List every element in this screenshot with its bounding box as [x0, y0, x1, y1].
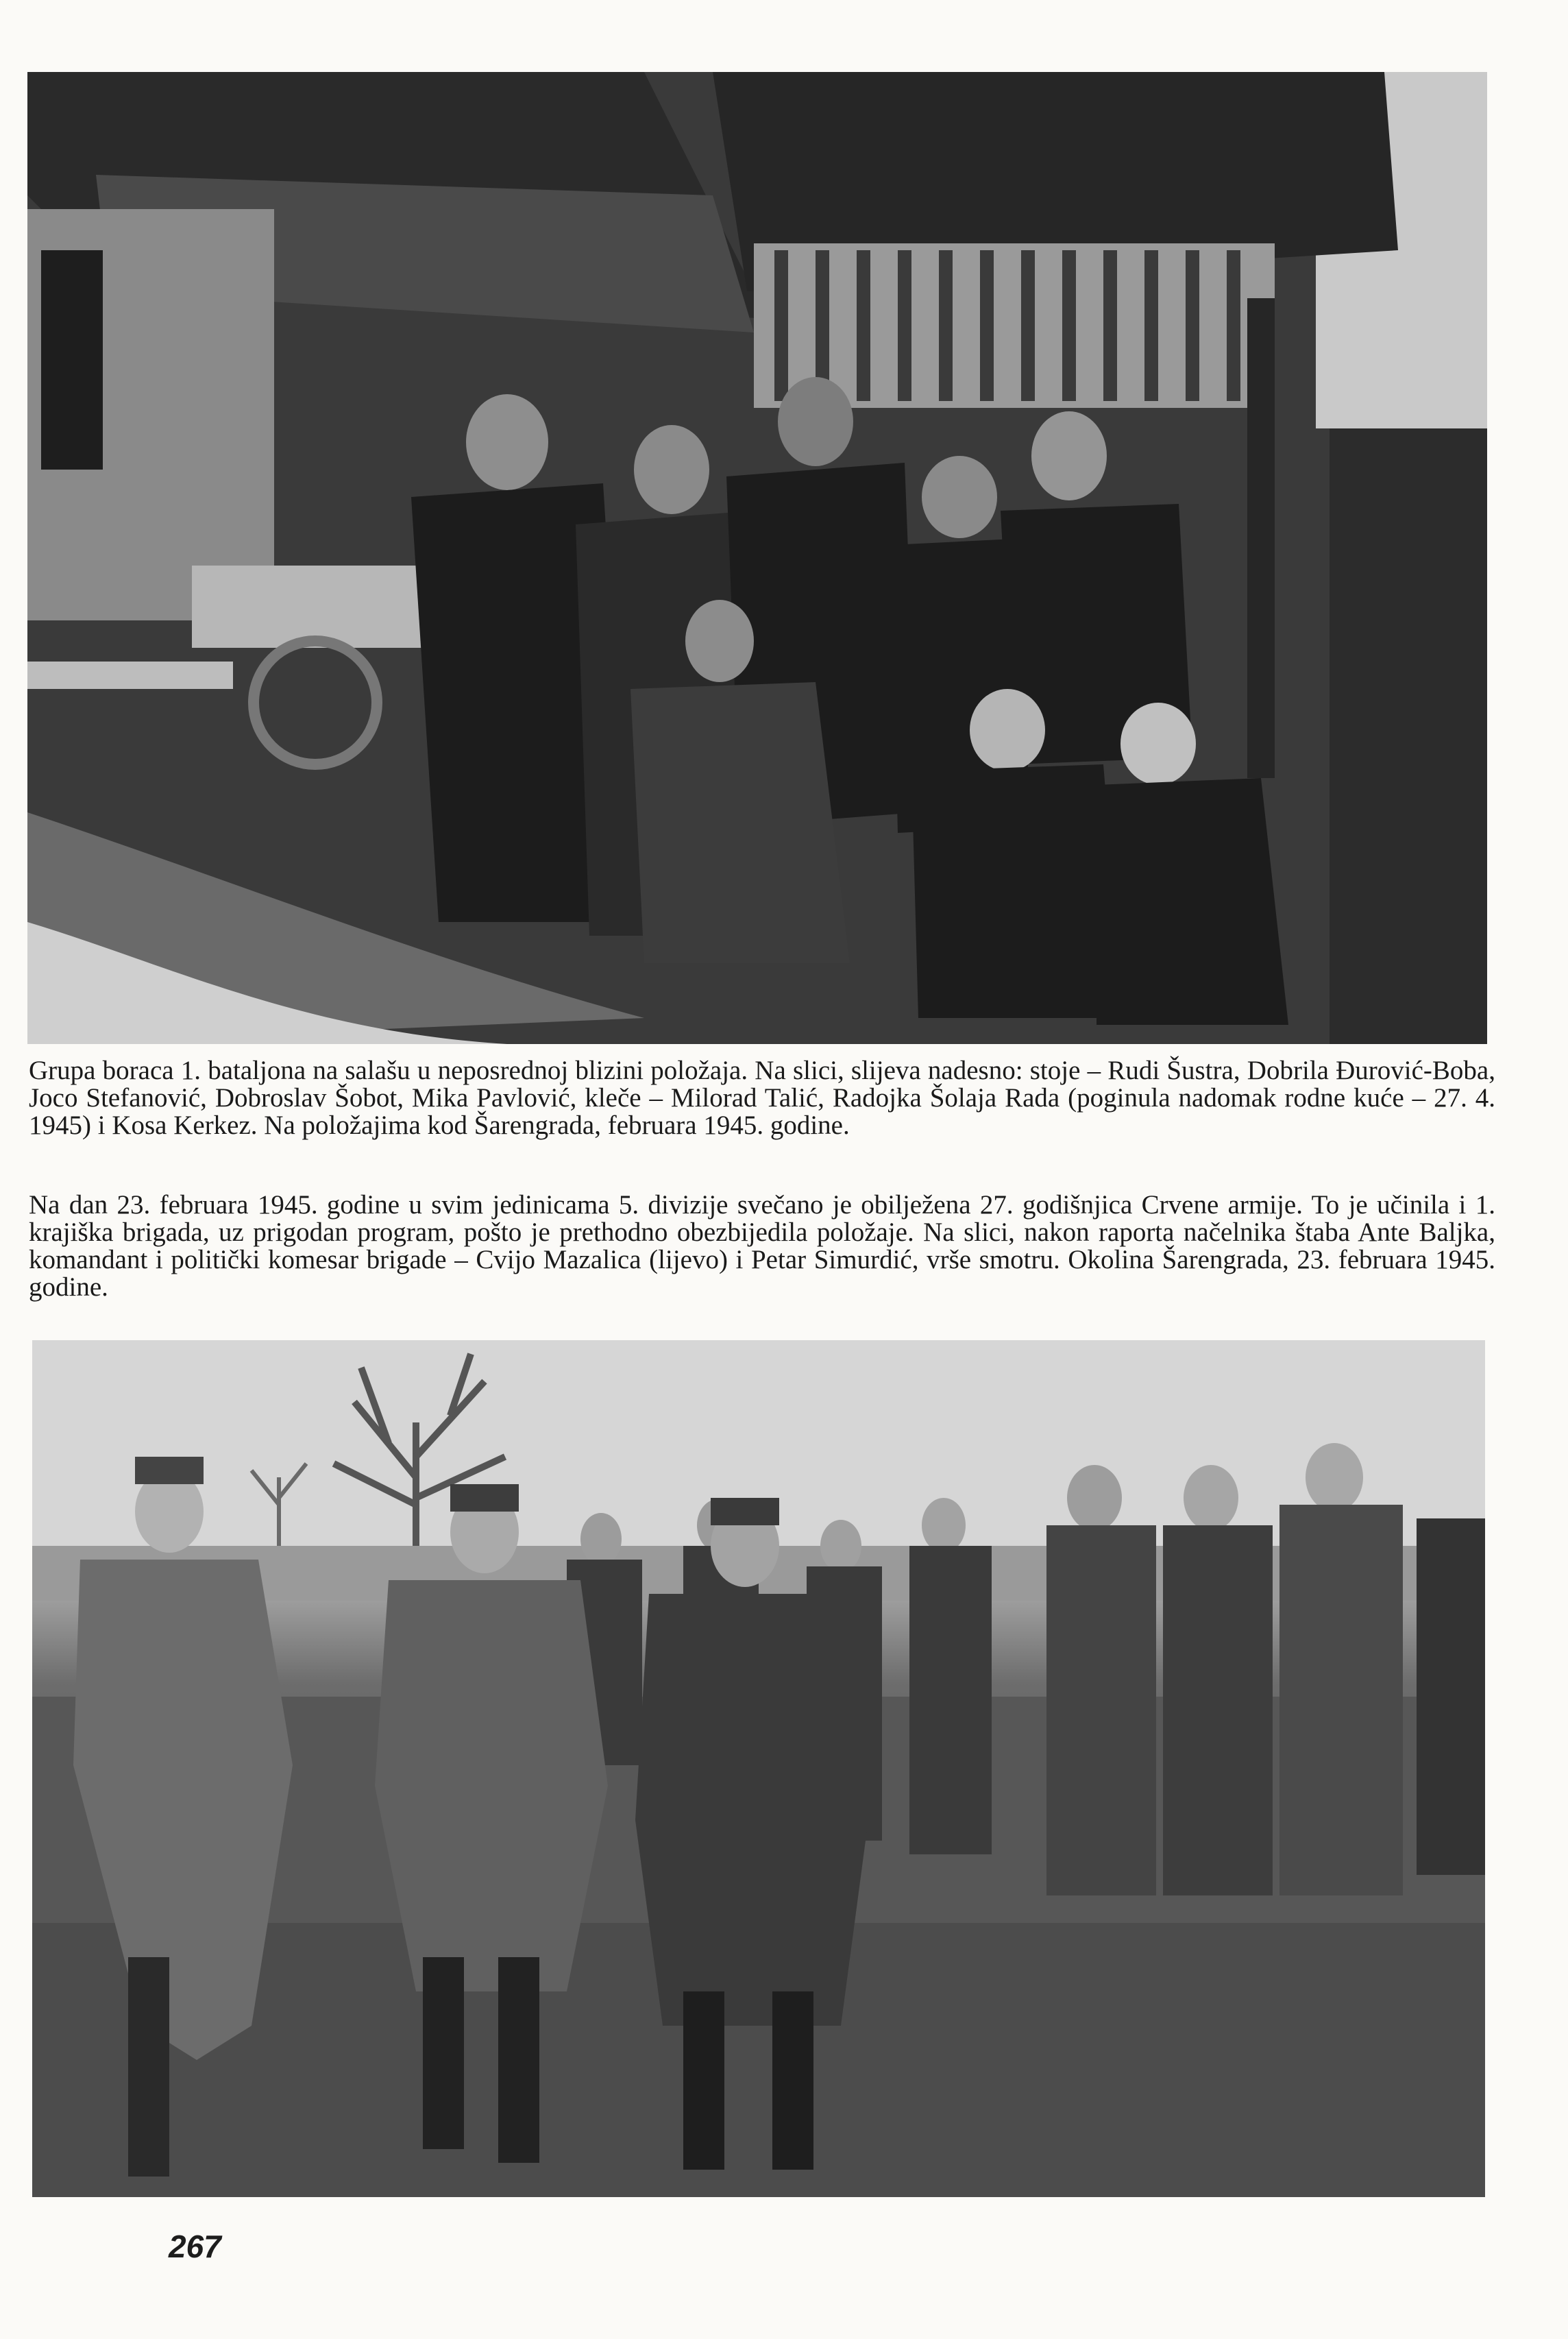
photo-fighters-at-farmstead-image — [27, 72, 1487, 1044]
caption-first-photo: Grupa boraca 1. bataljona na salašu u neposrednoj blizini položaja. Na slici, slijeva nadesno: stoje – Rudi Šustra, Dobrila Đurović-Boba, Joco Stefanović, Dobroslav Šobot, Mika Pavlović, kleče – Milorad Talić, Radojka Šolaja Rada (poginula nadomak rodne kuće – 27. 4. 1945) i Kosa Kerkez. Na položajima kod Šarengrada, februara 1945. godine. — [29, 1056, 1495, 1140]
photo-brigade-review — [32, 1340, 1485, 2197]
caption-second-photo: Na dan 23. februara 1945. godine u svim jedinicama 5. divizije svečano je obilježena 27. godišnjica Crvene armije. To je učinila i 1. krajiška brigada, uz prigodan program, pošto je prethodno obezbijedila položaje. Na slici, nakon raporta načelnika štaba Ante Baljka, komandant i politički komesar brigade – Cvijo Mazalica (lijevo) i Petar Simurdić, vrše smotru. Okolina Šarengrada, 23. februara 1945. godine. — [29, 1190, 1495, 1302]
photo-brigade-review-image — [32, 1340, 1485, 2197]
photo-fighters-at-farmstead — [27, 72, 1487, 1044]
page-number: 267 — [169, 2229, 221, 2264]
